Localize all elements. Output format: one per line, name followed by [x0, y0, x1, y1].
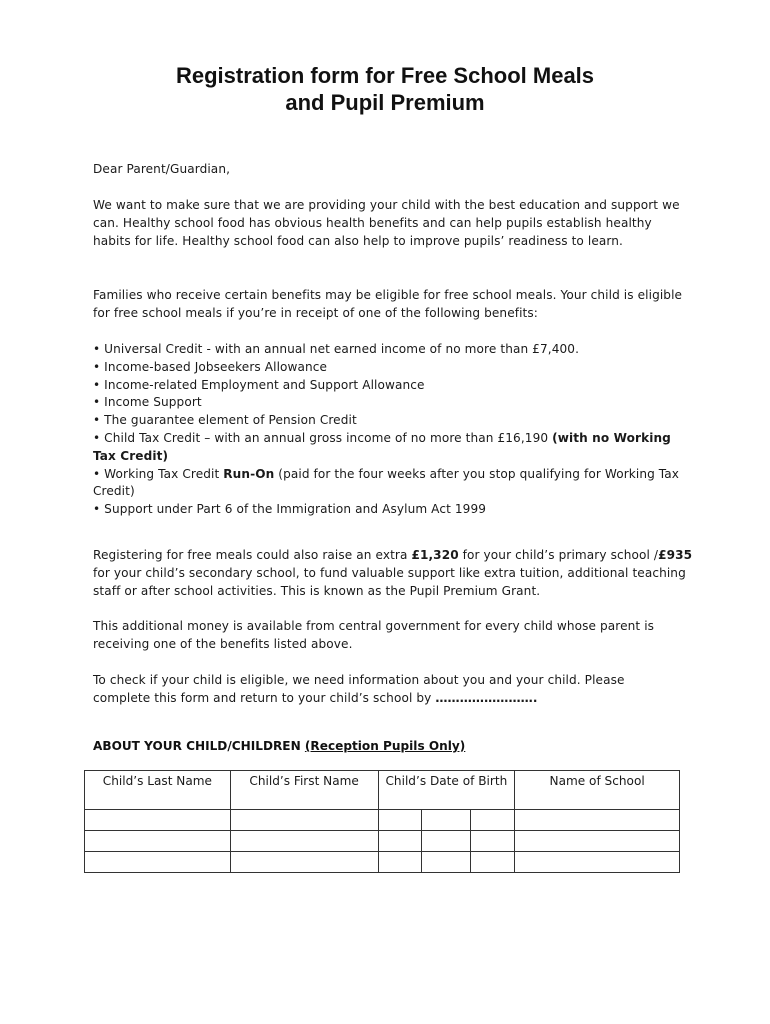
form-title — [0, 62, 770, 116]
dob-day-cell[interactable] — [378, 831, 422, 852]
last-name-cell[interactable] — [85, 810, 231, 831]
dob-month-cell[interactable] — [422, 831, 471, 852]
benefits-list-block — [93, 341, 693, 519]
benefit-item-esa: • Income-related Employment and Support Allowance — [93, 377, 425, 392]
benefit-item-pension-credit: • The guarantee element of Pension Credit — [93, 413, 357, 428]
table-row — [85, 831, 680, 852]
working-tax-credit-prefix: • Working Tax Credit — [93, 466, 224, 481]
salutation-block — [93, 161, 693, 179]
header-first-name: Child’s First Name — [230, 771, 378, 810]
first-name-cell[interactable] — [230, 852, 378, 873]
benefit-item-universal-credit: • Universal Credit - with an annual net earned income of no more than £7,400. — [93, 342, 580, 356]
pupil-premium-text-3: for your child’s secondary school, to fund valuable support like extra tuition, additional teaching staff or after school activities. This is known as the Pupil Premium Grant. — [93, 565, 686, 598]
last-name-cell[interactable] — [85, 831, 231, 852]
dob-month-cell[interactable] — [422, 852, 471, 873]
benefit-item-income-support: • Income Support — [93, 395, 202, 410]
school-name-cell[interactable] — [515, 852, 680, 873]
working-tax-credit-run-on: Run-On — [223, 466, 275, 481]
dob-day-cell[interactable] — [378, 810, 422, 831]
return-by-date-blank[interactable]: ……………………. — [435, 690, 538, 705]
table-header-row — [85, 771, 680, 810]
table-row — [85, 852, 680, 873]
dob-year-cell[interactable] — [471, 852, 515, 873]
additional-money-paragraph-block — [93, 618, 693, 654]
dob-year-cell[interactable] — [471, 831, 515, 852]
about-children-heading-text: ABOUT YOUR CHILD/CHILDREN — [93, 739, 305, 753]
pupil-premium-text-2: for your child’s primary school / — [458, 548, 659, 562]
additional-money-paragraph: This additional money is available from central government for every child whose parent is receiving one of the benefits listed above. — [93, 619, 655, 651]
last-name-cell[interactable] — [85, 852, 231, 873]
intro-paragraph-block — [93, 197, 693, 250]
return-by-text: complete this form and return to your child’s school by — [93, 690, 436, 705]
dob-day-cell[interactable] — [378, 852, 422, 873]
first-name-cell[interactable] — [230, 831, 378, 852]
eligibility-paragraph-block — [93, 287, 693, 323]
child-tax-credit-text: • Child Tax Credit – with an annual gross income of no more than £16,190 — [93, 430, 553, 445]
eligibility-paragraph: Families who receive certain benefits may be eligible for free school meals. Your child is eligible for free school meals if you’re in receipt of one of the following benefits: — [93, 288, 683, 320]
secondary-amount: £935 — [658, 548, 693, 562]
header-school-name: Name of School — [515, 771, 680, 810]
benefit-item-working-tax-credit — [93, 466, 693, 502]
school-name-cell[interactable] — [515, 831, 680, 852]
child-tax-credit-condition: (with no Working Tax Credit) — [93, 430, 671, 463]
return-by-line — [93, 690, 693, 708]
salutation: Dear Parent/Guardian, — [93, 162, 231, 176]
school-name-cell[interactable] — [515, 810, 680, 831]
benefit-item-immigration-asylum: • Support under Part 6 of the Immigration and Asylum Act 1999 — [93, 502, 487, 517]
form-title-line-2: and Pupil Premium — [285, 90, 485, 115]
form-title-line-1: Registration form for Free School Meals — [175, 63, 595, 88]
pupil-premium-paragraph-block — [93, 547, 693, 600]
header-last-name: Child’s Last Name — [85, 771, 231, 810]
check-eligibility-line: To check if your child is eligible, we need information about you and your child. Please — [93, 673, 625, 687]
pupil-premium-text-1: Registering for free meals could also raise an extra — [93, 548, 412, 562]
check-eligibility-paragraph-block — [93, 672, 693, 708]
pupil-premium-paragraph — [93, 547, 693, 600]
dob-month-cell[interactable] — [422, 810, 471, 831]
intro-paragraph: We want to make sure that we are providing your child with the best education and support we can. Healthy school food has obvious health benefits and can help pupils establish healthy habits for life. Healthy school food can also help to improve pupils’ readiness to learn. — [93, 198, 680, 248]
primary-amount: £1,320 — [411, 548, 459, 562]
dob-year-cell[interactable] — [471, 810, 515, 831]
about-children-heading — [93, 739, 465, 753]
header-date-of-birth: Child’s Date of Birth — [378, 771, 515, 810]
reception-pupils-only-label: (Reception Pupils Only) — [304, 739, 466, 753]
working-tax-credit-suffix: (paid for the four weeks after you stop qualifying for Working Tax Credit) — [93, 466, 680, 499]
benefit-item-child-tax-credit — [93, 430, 693, 466]
benefit-item-jobseekers: • Income-based Jobseekers Allowance — [93, 359, 328, 374]
benefits-list — [93, 341, 693, 519]
table-row — [85, 810, 680, 831]
first-name-cell[interactable] — [230, 810, 378, 831]
children-details-table — [84, 770, 680, 873]
